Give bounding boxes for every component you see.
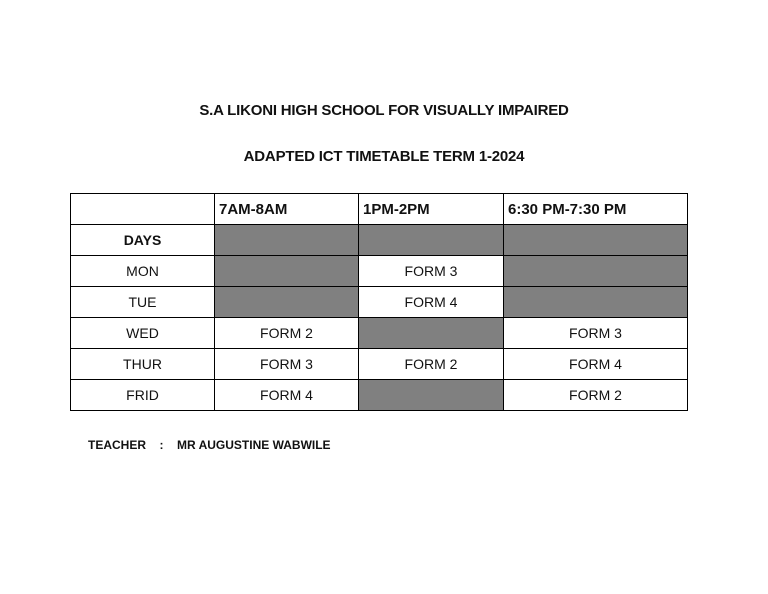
slot-cell: FORM 4: [504, 349, 688, 380]
shaded-cell: [504, 225, 688, 256]
shaded-cell: [359, 318, 504, 349]
table-row: [71, 318, 688, 349]
table-row: [71, 256, 688, 287]
days-row: [71, 225, 688, 256]
shaded-cell: [215, 225, 359, 256]
corner-cell: [71, 194, 215, 225]
day-cell: WED: [71, 318, 215, 349]
slot-cell: FORM 2: [504, 380, 688, 411]
shaded-cell: [215, 287, 359, 318]
shaded-cell: [215, 256, 359, 287]
slot-cell: FORM 3: [504, 318, 688, 349]
teacher-separator: :: [159, 438, 164, 452]
time-slot-header: 1PM-2PM: [359, 194, 504, 225]
days-label: DAYS: [71, 225, 215, 256]
shaded-cell: [504, 287, 688, 318]
school-title: S.A LIKONI HIGH SCHOOL FOR VISUALLY IMPAIRED: [199, 102, 569, 119]
shaded-cell: [504, 256, 688, 287]
time-slot-header: 6:30 PM-7:30 PM: [504, 194, 688, 225]
header-row: [71, 194, 688, 225]
timetable: [70, 193, 688, 411]
slot-cell: FORM 2: [215, 318, 359, 349]
shaded-cell: [359, 380, 504, 411]
day-cell: THUR: [71, 349, 215, 380]
day-cell: TUE: [71, 287, 215, 318]
teacher-label: TEACHER: [88, 438, 147, 452]
time-slot-header: 7AM-8AM: [215, 194, 359, 225]
teacher-line: [88, 438, 331, 452]
table-row: [71, 380, 688, 411]
timetable-title: ADAPTED ICT TIMETABLE TERM 1-2024: [243, 148, 525, 165]
slot-cell: FORM 2: [359, 349, 504, 380]
slot-cell: FORM 3: [359, 256, 504, 287]
table-row: [71, 349, 688, 380]
slot-cell: FORM 4: [215, 380, 359, 411]
day-cell: FRID: [71, 380, 215, 411]
day-cell: MON: [71, 256, 215, 287]
table-row: [71, 287, 688, 318]
slot-cell: FORM 4: [359, 287, 504, 318]
teacher-name: MR AUGUSTINE WABWILE: [177, 438, 331, 452]
slot-cell: FORM 3: [215, 349, 359, 380]
shaded-cell: [359, 225, 504, 256]
